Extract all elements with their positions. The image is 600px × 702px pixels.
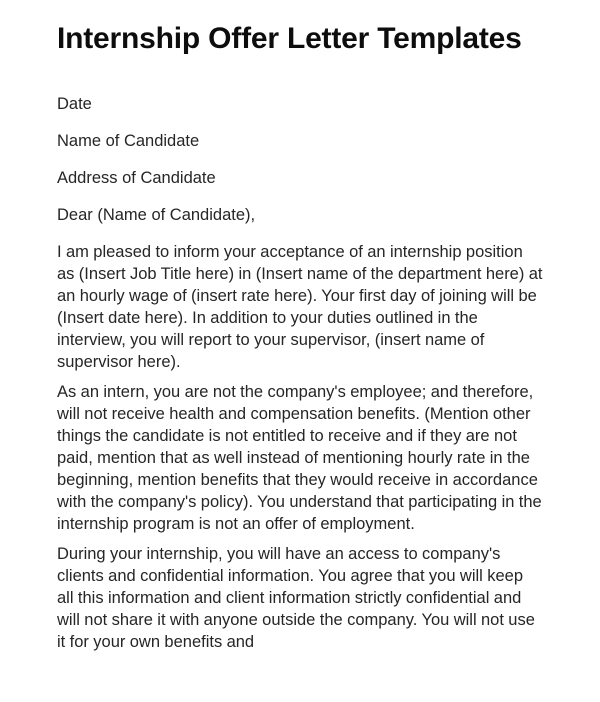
letter-body-block bbox=[57, 241, 543, 653]
letter-paragraph-3: During your internship, you will have an access to company's clients and confidential information. You agree that you will keep all this information and client information strictly confidential and will not share it with anyone outside the company. You will not use it for your own benefits and bbox=[57, 545, 535, 651]
letter-paragraph-1: I am pleased to inform your acceptance of an internship position as (Insert Job Title here) in (Insert name of the department here) at an hourly wage of (insert rate here). Your first day of joining will be (Insert date here). In addition to your duties outlined in the interview, you will report to your supervisor, (insert name of supervisor here). bbox=[57, 243, 543, 371]
letter-field-date: Date bbox=[57, 95, 92, 113]
letter-paragraph-2: As an intern, you are not the company's employee; and therefore, will not receive health and compensation benefits. (Mention other things the candidate is not entitled to receive and if they are not paid, mention that as well instead of mentioning hourly rate in the beginning, mention benefits that they would receive in accordance with the company's policy). You understand that participating in the internship program is not an offer of employment. bbox=[57, 383, 542, 533]
page-title: Internship Offer Letter Templates bbox=[57, 22, 522, 55]
letter-field-candidate-name: Name of Candidate bbox=[57, 132, 200, 150]
letter-field-candidate-address: Address of Candidate bbox=[57, 169, 216, 187]
letter-salutation: Dear (Name of Candidate), bbox=[57, 206, 256, 224]
letter-header-block bbox=[57, 93, 543, 226]
